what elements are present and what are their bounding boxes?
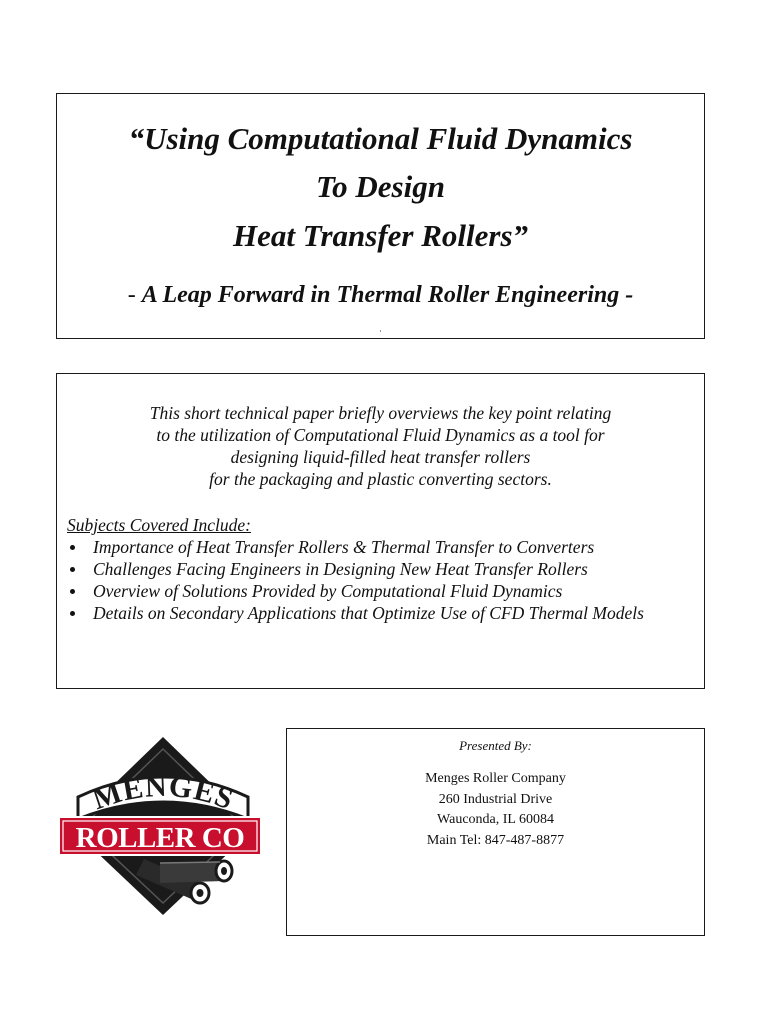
subject-item [67, 580, 644, 602]
city-state-zip: Wauconda, IL 60084 [437, 812, 554, 827]
street-address: 260 Industrial Drive [438, 791, 553, 807]
bullet-icon [70, 589, 75, 594]
presenter-box [286, 728, 705, 936]
abstract-line: for the packaging and plastic converting sectors. [209, 469, 552, 489]
title-line-3: Heat Transfer Rollers” [232, 218, 529, 253]
abstract-line: This short technical paper briefly overviews the key point relating [149, 403, 612, 423]
subjects-list [67, 536, 644, 624]
subject-item [67, 602, 644, 624]
subject-item-text: Challenges Facing Engineers in Designing New Heat Transfer Rollers [93, 559, 588, 579]
abstract-line: to the utilization of Computational Fluid Dynamics as a tool for [156, 425, 605, 445]
abstract-line: designing liquid-filled heat transfer rollers [230, 447, 531, 467]
bullet-icon [70, 611, 75, 616]
subject-item [67, 558, 644, 580]
subtitle-text: A Leap Forward in Thermal Roller Engineering - [141, 282, 634, 308]
abstract-text [57, 402, 704, 490]
subjects-heading: Subjects Covered Include: [67, 515, 252, 535]
title-line-1: “Using Computational Fluid Dynamics [128, 121, 633, 156]
svg-text:ROLLER CO: ROLLER CO [75, 822, 245, 854]
subject-item-text: Overview of Solutions Provided by Computational Fluid Dynamics [93, 581, 563, 601]
presented-by-label: Presented By: [459, 738, 532, 753]
bullet-icon [70, 545, 75, 550]
subject-item [67, 536, 644, 558]
subtitle-lead-dash: - [127, 282, 142, 308]
main-telephone: Main Tel: 847-487-8877 [426, 832, 565, 848]
company-name: Menges Roller Company [425, 771, 566, 786]
presenter-address [287, 769, 704, 851]
abstract-box [56, 373, 705, 689]
subtitle [57, 280, 704, 310]
svg-text:MENGES: MENGES [88, 769, 239, 817]
title-line-2: To Design [316, 169, 445, 204]
menges-roller-logo [56, 735, 270, 920]
subject-item-text: Importance of Heat Transfer Rollers & Thermal Transfer to Converters [93, 537, 595, 557]
bullet-icon [70, 567, 75, 572]
stray-mark [380, 330, 381, 332]
title-box [56, 93, 705, 339]
subject-item-text: Details on Secondary Applications that Optimize Use of CFD Thermal Models [93, 603, 644, 623]
